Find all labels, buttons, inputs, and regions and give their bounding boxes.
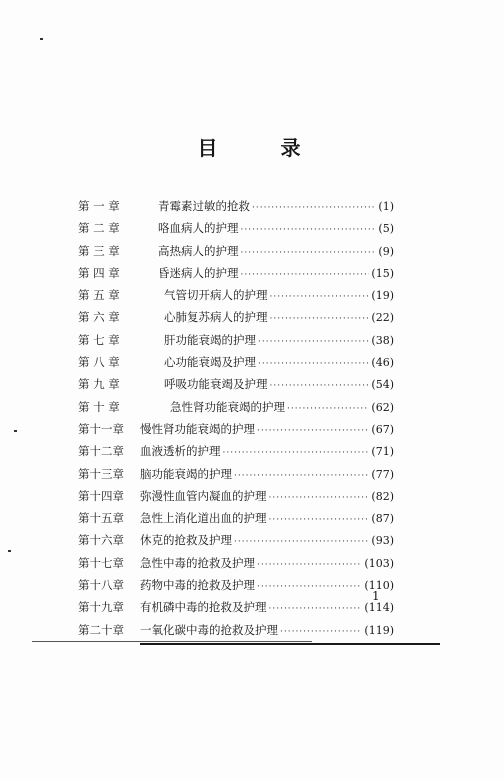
leader-dots: [269, 515, 370, 525]
toc-entry: [78, 443, 394, 465]
chapter-number: 第十七章: [78, 555, 124, 570]
scan-edge-line-dark: [140, 643, 440, 645]
chapter-page: (119): [364, 623, 394, 637]
chapter-page: (15): [371, 266, 394, 280]
scan-speck: [40, 38, 43, 40]
chapter-title: 肝功能衰竭的护理: [164, 332, 256, 347]
chapter-title: 慢性肾功能衰竭的护理: [140, 421, 255, 436]
chapter-page: (71): [371, 445, 394, 459]
chapter-title: 急性肾功能衰竭的护理: [170, 399, 285, 414]
chapter-number: 第十四章: [78, 488, 124, 503]
scan-speck: [8, 550, 11, 552]
leader-dots: [258, 337, 369, 347]
toc-entry: [78, 220, 394, 242]
chapter-number: 第十五章: [78, 511, 124, 526]
chapter-page: (110): [364, 579, 394, 593]
toc-entry: [78, 354, 394, 376]
leader-dots: [234, 471, 369, 481]
chapter-page: (62): [371, 400, 394, 414]
chapter-number: 第 四 章: [78, 265, 120, 280]
toc-entry: [78, 399, 394, 421]
leader-dots: [269, 493, 370, 503]
chapter-title: 休克的抢救及护理: [140, 533, 232, 548]
chapter-page: (77): [371, 467, 394, 481]
chapter-title: 急性中毒的抢救及护理: [140, 555, 255, 570]
leader-dots: [234, 537, 369, 547]
chapter-title: 高热病人的护理: [158, 243, 239, 258]
chapter-page: (1): [378, 200, 394, 213]
chapter-number: 第 七 章: [78, 332, 120, 347]
chapter-title: 心功能衰竭及护理: [164, 355, 256, 370]
toc-entry: [78, 332, 394, 354]
chapter-number: 第 六 章: [78, 310, 120, 325]
chapter-number: 第二十章: [78, 622, 124, 637]
chapter-title: 急性上消化道出血的护理: [140, 511, 267, 526]
scan-speck: [14, 430, 17, 432]
chapter-title: 血液透析的护理: [140, 444, 221, 459]
leader-dots: [223, 448, 370, 458]
leader-dots: [280, 627, 362, 637]
chapter-page: (19): [371, 289, 394, 303]
chapter-number: 第十九章: [78, 600, 124, 615]
chapter-title: 药物中毒的抢救及护理: [140, 578, 255, 593]
toc-entry: [78, 421, 394, 443]
leader-dots: [241, 270, 370, 280]
leader-dots: [252, 203, 376, 213]
chapter-page: (5): [378, 222, 394, 236]
chapter-page: (38): [371, 333, 394, 347]
leader-dots: [241, 248, 377, 258]
chapter-number: 第十三章: [78, 466, 124, 481]
chapter-title: 昏迷病人的护理: [158, 265, 239, 280]
leader-dots: [270, 381, 370, 391]
toc-entry: [78, 488, 394, 510]
leader-dots: [270, 314, 370, 324]
page-number: 1: [372, 589, 380, 603]
toc-entry: [78, 510, 394, 532]
chapter-title: 有机磷中毒的抢救及护理: [140, 600, 267, 615]
chapter-title: 脑功能衰竭的护理: [140, 466, 232, 481]
toc-entry: [78, 555, 394, 577]
leader-dots: [269, 604, 363, 614]
chapter-page: (82): [371, 489, 394, 503]
chapter-title: 弥漫性血管内凝血的护理: [140, 488, 267, 503]
chapter-title: 一氧化碳中毒的抢救及护理: [140, 622, 278, 637]
scan-edge-line: [32, 641, 312, 642]
chapter-page: (114): [364, 601, 394, 615]
toc-entry: [78, 466, 394, 488]
toc-entry: [78, 243, 394, 265]
chapter-number: 第十六章: [78, 533, 124, 548]
chapter-number: 第十八章: [78, 578, 124, 593]
chapter-page: (87): [371, 512, 394, 526]
toc-entry: [78, 376, 394, 398]
toc-entry: [78, 309, 394, 331]
chapter-number: 第 三 章: [78, 243, 120, 258]
chapter-title: 气管切开病人的护理: [164, 288, 268, 303]
table-of-contents: [78, 198, 394, 644]
leader-dots: [257, 426, 369, 436]
chapter-title: 咯血病人的护理: [158, 221, 239, 236]
toc-entry: [78, 198, 394, 220]
chapter-page: (46): [371, 356, 394, 370]
chapter-page: (103): [364, 556, 394, 570]
toc-entry: [78, 287, 394, 309]
leader-dots: [270, 292, 370, 302]
toc-heading: 目 录: [197, 136, 329, 160]
leader-dots: [257, 582, 362, 592]
chapter-number: 第十一章: [78, 421, 124, 436]
chapter-number: 第 九 章: [78, 377, 120, 392]
chapter-page: (9): [378, 244, 394, 258]
chapter-number: 第 一 章: [78, 199, 120, 213]
chapter-number: 第 十 章: [78, 399, 120, 414]
chapter-title: 心肺复苏病人的护理: [164, 310, 268, 325]
leader-dots: [287, 404, 369, 414]
chapter-page: (54): [371, 378, 394, 392]
leader-dots: [241, 225, 377, 235]
chapter-title: 青霉素过敏的抢救: [158, 199, 250, 213]
chapter-number: 第 五 章: [78, 288, 120, 303]
toc-entry: [78, 577, 394, 599]
chapter-number: 第十二章: [78, 444, 124, 459]
toc-entry: [78, 265, 394, 287]
toc-entry: [78, 599, 394, 621]
chapter-page: (67): [371, 422, 394, 436]
chapter-number: 第 二 章: [78, 221, 120, 236]
chapter-page: (22): [371, 311, 394, 325]
toc-entry: [78, 532, 394, 554]
chapter-title: 呼吸功能衰竭及护理: [164, 377, 268, 392]
chapter-page: (93): [371, 534, 394, 548]
chapter-number: 第 八 章: [78, 355, 120, 370]
leader-dots: [258, 359, 369, 369]
leader-dots: [257, 560, 362, 570]
